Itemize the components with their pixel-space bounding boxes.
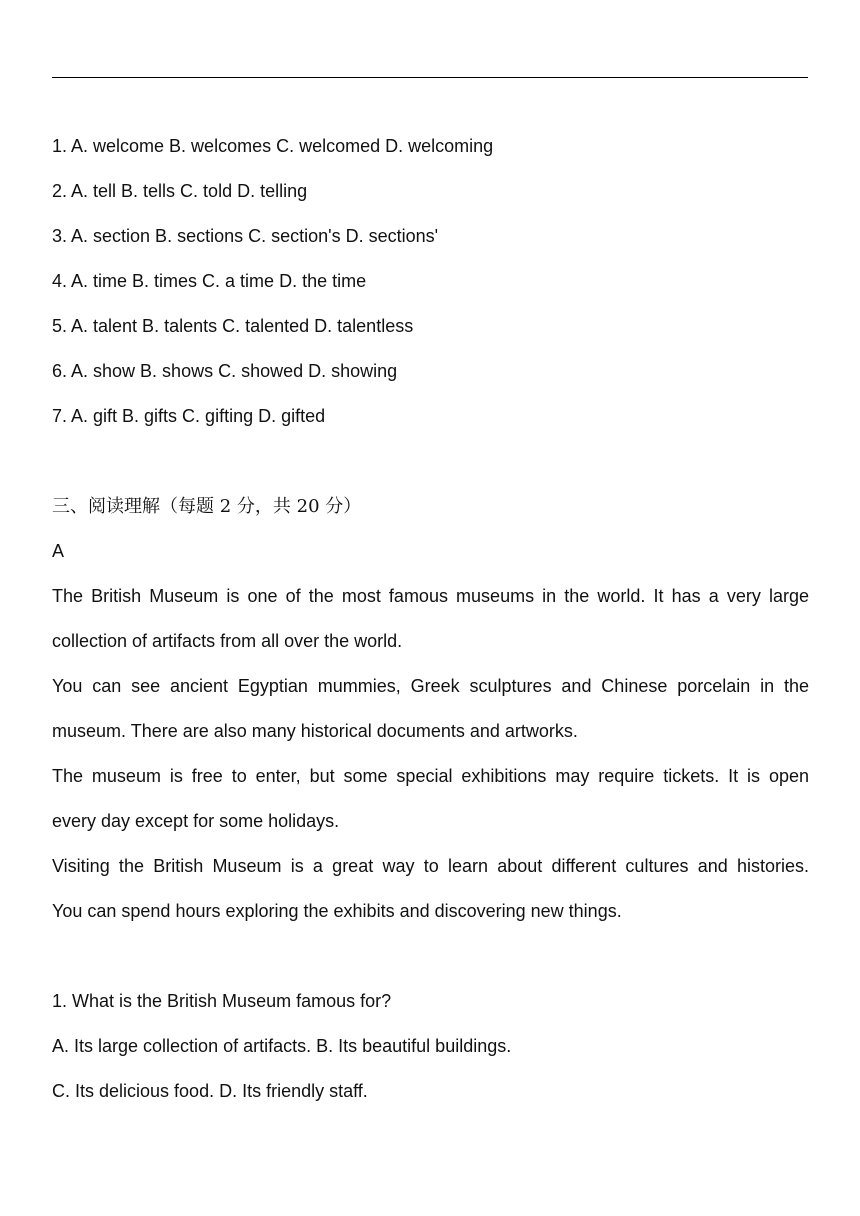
vocab-option-line: 2. A. tell B. tells C. told D. telling	[52, 181, 308, 201]
header-rule	[52, 77, 808, 78]
passage-line: every day except for some holidays.	[52, 811, 340, 831]
passage-line: You can spend hours exploring the exhibits and discovering new things.	[52, 901, 622, 921]
spacer	[52, 934, 809, 979]
question-options: A. Its large collection of artifacts. B. Its beautiful buildings.	[52, 1036, 512, 1056]
passage-line: collection of artifacts from all over the world.	[52, 631, 403, 651]
vocab-option-line: 4. A. time B. times C. a time D. the time	[52, 271, 367, 291]
passage-line: The British Museum is one of the most famous museums in the world. It has a very large	[52, 586, 809, 606]
question-stem: 1. What is the British Museum famous for?	[52, 991, 392, 1011]
vocab-option-line: 3. A. section B. sections C. section's D. sections'	[52, 226, 439, 246]
vocab-option-line: 7. A. gift B. gifts C. gifting D. gifted	[52, 406, 326, 426]
vocab-option-line: 1. A. welcome B. welcomes C. welcomed D. welcoming	[52, 136, 494, 156]
page-content	[52, 124, 809, 1114]
vocab-option-line: 6. A. show B. shows C. showed D. showing	[52, 361, 398, 381]
passage-line: You can see ancient Egyptian mummies, Greek sculptures and Chinese porcelain in the	[52, 676, 809, 696]
passage-line: The museum is free to enter, but some special exhibitions may require tickets. It is open	[52, 766, 809, 786]
passage-label: A	[52, 541, 65, 561]
question-options: C. Its delicious food. D. Its friendly staff.	[52, 1081, 368, 1101]
section-heading: 三、阅读理解（每题 2 分，共 20 分）	[52, 496, 362, 517]
passage-line: museum. There are also many historical documents and artworks.	[52, 721, 578, 741]
spacer	[52, 439, 809, 484]
vocab-option-line: 5. A. talent B. talents C. talented D. talentless	[52, 316, 414, 336]
passage-line: Visiting the British Museum is a great way to learn about different cultures and histories.	[52, 856, 809, 876]
